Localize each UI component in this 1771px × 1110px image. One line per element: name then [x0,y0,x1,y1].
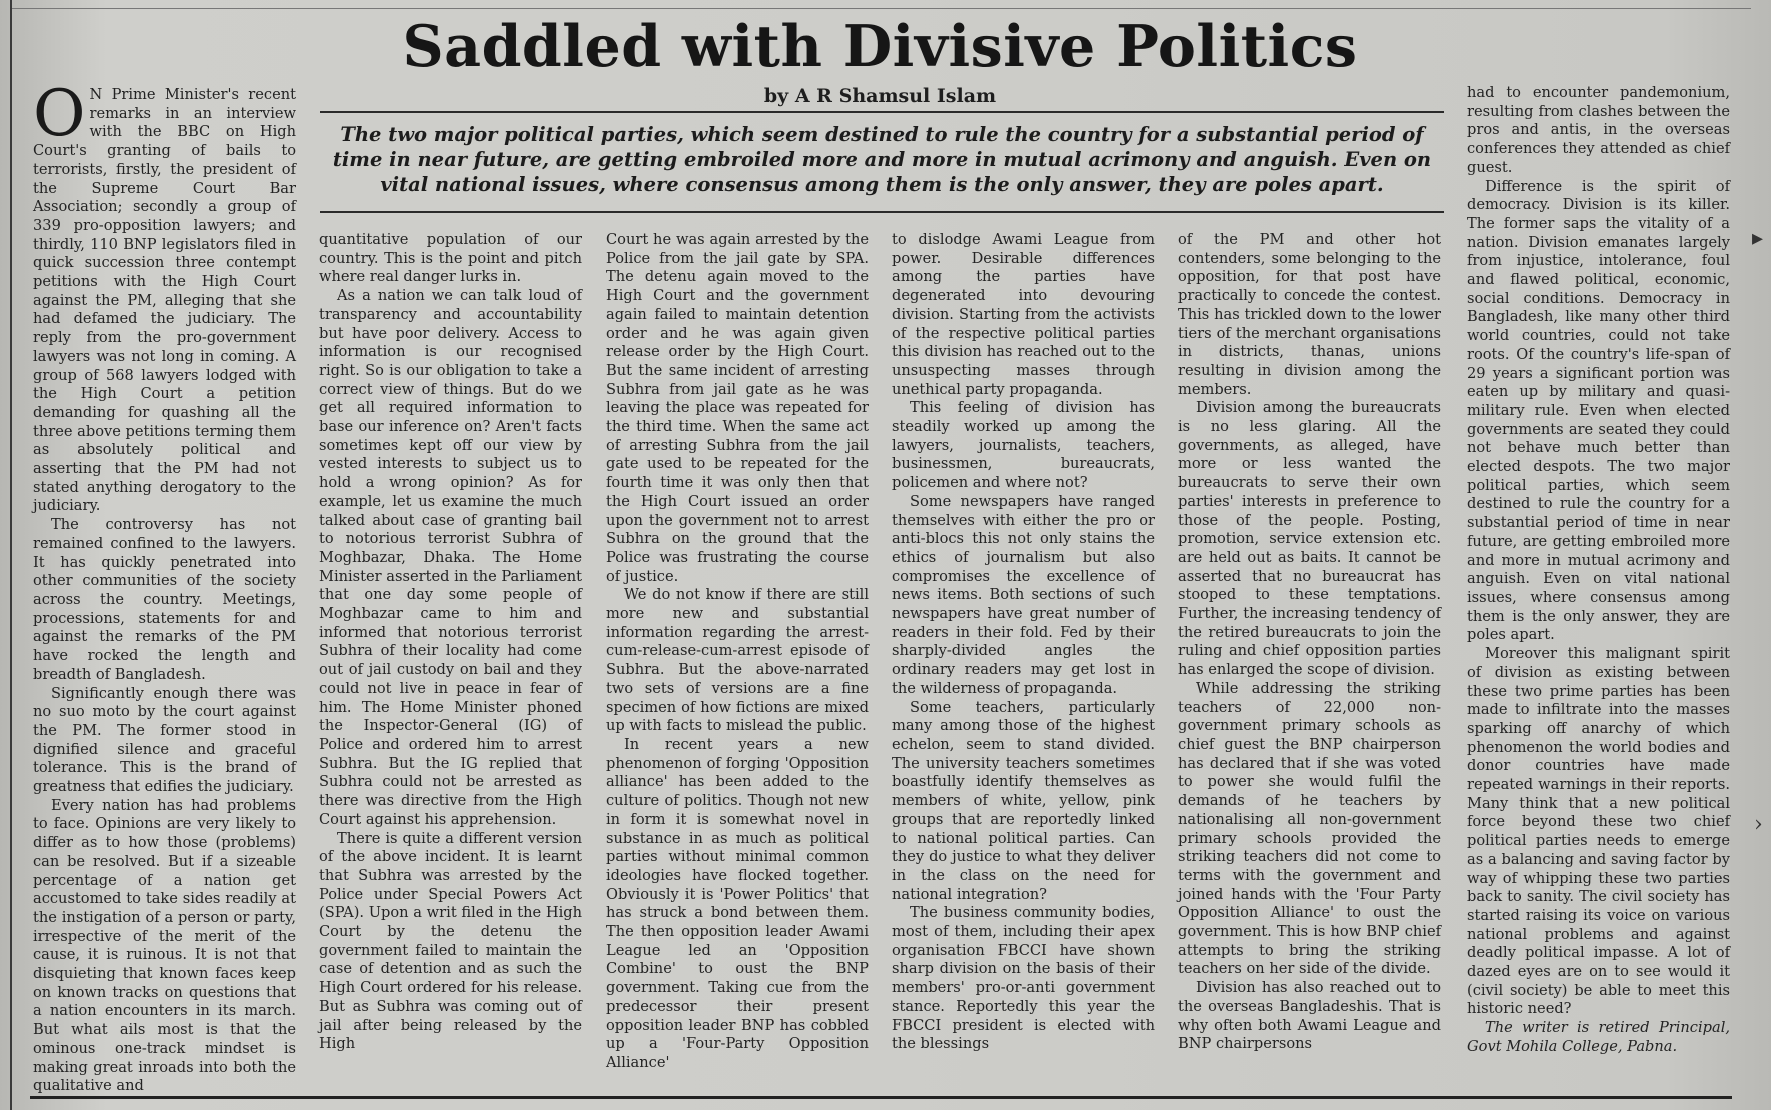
column-5-paragraph: Division among the bureaucrats is no less glaring. All the governments, as alleged, have more or less wanted the bureaucrats to serve their own parties' interests in preference to those of the people. Posting, promotion, service extension etc. are held out as baits. It cannot be asserted that no bureaucrat has stooped to these temptations. Further, the increasing tendency of the retired bureaucrats to join the ruling and chief opposition parties has enlarged the scope of division. [1178,399,1441,679]
column-5-paragraph: Division has also reached out to the overseas Bangladeshis. That is why often both Awami League and BNP chairpersons [1178,979,1441,1053]
column-2 [319,231,582,1054]
column-2-paragraph: As a nation we can talk loud of transparency and accountability but have poor delivery. Access to information is our recognised right. So is our obligation to take a correct view of things. But do we get all required information to base our inference on? Aren't facts sometimes kept off our view by vested interests to subject us to hold a wrong opinion? As for example, let us examine the much talked about case of granting bail to notorious terrorist Subhra of Moghbazar, Dhaka. The Home Minister asserted in the Parliament that one day some people of Moghbazar came to him and informed that notorious terrorist Subhra of their locality had come out of jail custody on bail and they could not live in peace in fear of him. The Home Minister phoned the Inspector-General (IG) of Police and ordered him to arrest Subhra. But the IG replied that Subhra could not be arrested as there was directive from the High Court against his apprehension. [319,287,582,828]
column-6 [1467,84,1730,1057]
column-5 [1178,231,1441,1054]
column-4-paragraph: This feeling of division has steadily worked up among the lawyers, journalists, teachers, businessmen, bureaucrats, policemen and where not? [892,399,1155,492]
column-3-paragraph: In recent years a new phenomenon of forging 'Opposition alliance' has been added to the culture of politics. Though not new in form it is somewhat novel in substance in as much as political parties without minimal common ideologies have flocked together. Obviously it is 'Power Politics' that has struck a bond between them. The then opposition leader Awami League led an 'Opposition Combine' to oust the BNP government. Taking cue from the predecessor their present opposition leader BNP has cobbled up a 'Four-Party Opposition Alliance' [606,735,869,1071]
column-5-paragraph: While addressing the striking teachers of 22,000 non-government primary schools as chief guest the BNP chairperson has declared that if she was voted to power she would fulfil the demands of he teachers by nationalising all non-government primary schools provided the striking teachers did not come to terms with the government and joined hands with the 'Four Party Opposition Alliance' to oust the government. This is how BNP chief attempts to bring the striking teachers on her side of the divide. [1178,679,1441,978]
column-4-paragraph: Some newspapers have ranged themselves with either the pro or anti-blocs this not only stains the ethics of journalism but also compromises the excellence of news items. Both sections of such newspapers have great number of readers in their fold. Fed by their sharply-divided angles the ordinary readers may get lost in the wilderness of propaganda. [892,492,1155,697]
author-note: The writer is retired Principal, Govt Mohila College, Pabna. [1467,1019,1730,1055]
margin-mark-icon: ▸ [1752,226,1764,251]
column-5-paragraph: of the PM and other hot contenders, some belonging to the opposition, for that post have practically to concede the contest. This has trickled down to the lower tiers of the merchant organisations in districts, thanas, unions resulting in division among the members. [1178,231,1441,398]
column-4 [892,231,1155,1054]
column-4-paragraph: Some teachers, particularly many among those of the highest echelon, seem to stand divided. The university teachers sometimes boastfully identify themselves as members of white, yellow, pink groups that are reportedly linked to national political parties. Can they do justice to what they deliver in the class on the need for national integration? [892,698,1155,903]
margin-mark-icon: › [1754,812,1763,837]
column-1-lead-text: N Prime Minister's recent remarks in an interview with the BBC on High Court's granting of bails to terrorists, firstly, the president of the Supreme Court Bar Association; secondly a group of 339 pro-opposition lawyers; and thirdly, 110 BNP legislators filed in quick succession three contempt petitions with the High Court against the PM, alleging that she had defamed the judiciary. The reply from the pro-government lawyers was not long in coming. A group of 568 lawyers lodged with the High Court a petition demanding for quashing all the three above petitions terming them as absolutely political and asserting that the PM had not stated anything derogatory to the judiciary. [33,86,296,515]
column-4-paragraph: to dislodge Awami League from power. Desirable differences among the parties have degenerated into devouring division. Starting from the activists of the respective political parties this division has reached out to the unsuspecting masses through unethical party propaganda. [892,231,1155,398]
bottom-rule [30,1096,1732,1099]
column-3-paragraph: We do not know if there are still more new and substantial information regarding the arrest-cum-release-cum-arrest episode of Subhra. But the above-narrated two sets of versions are a fine specimen of how fictions are mixed up with facts to mislead the public. [606,586,869,735]
column-4-paragraph: The business community bodies, most of them, including their apex organisation FBCCI have shown sharp division on the basis of their members' pro-or-anti government stance. Reportedly this year the FBCCI president is elected with the blessings [892,904,1155,1053]
column-6-paragraph: Difference is the spirit of democracy. Division is its killer. The former saps the vitality of a nation. Division emanates largely from injustice, intolerance, foul and flawed political, economic, social conditions. Democracy in Bangladesh, like many other third world countries, could not take roots. Of the country's life-span of 29 years a significant portion was eaten up by military and quasi-military rule. Even when elected governments are seated they could not behave much better than elected despots. The two major political parties, which seem destined to rule the country for a substantial period of time in near future, are getting embroiled more and more in mutual acrimony and anguish. Even on vital national issues, where consensus among them is the only answer, they are poles apart. [1467,177,1730,644]
column-1-paragraph: Significantly enough there was no suo moto by the court against the PM. The former stood in dignified silence and graceful tolerance. This is the brand of greatness that edifies the judiciary. [33,684,296,796]
column-1 [33,77,296,1096]
column-1-paragraph: The controversy has not remained confined to the lawyers. It has quickly penetrated into other communities of the society across the country. Meetings, processions, statements for and against the remarks of the PM have rocked the length and breadth of Bangladesh. [33,516,296,683]
article-byline: by A R Shamsul Islam [763,85,997,107]
column-6-paragraph: had to encounter pandemonium, resulting from clashes between the pros and antis, in the overseas conferences they attended as chief guest. [1467,84,1730,176]
article-headline: Saddled with Divisive Politics [402,13,1358,80]
column-3-paragraph: Court he was again arrested by the Police from the jail gate by SPA. The detenu again moved to the High Court and the government again failed to maintain detention order and he was again given release order by the High Court. But the same incident of arresting Subhra from jail gate as he was leaving the place was repeated for the third time. When the same act of arresting Subhra from the jail gate used to be repeated for the fourth time it was only then that the High Court issued an order upon the government not to arrest Subhra on the ground that the Police was frustrating the course of justice. [606,231,869,585]
column-1-paragraph [33,77,296,516]
column-2-paragraph: There is quite a different version of the above incident. It is learnt that Subhra was arrested by the Police under Special Powers Act (SPA). Upon a writ filed in the High Court by the detenu the government failed to maintain the case of detention and as such the High Court ordered for his release. But as Subhra was coming out of jail after being released by the High [319,829,582,1053]
deck-top-rule [320,111,1444,113]
column-3 [606,231,869,1073]
left-frame-line [10,0,12,1110]
drop-cap: O [33,77,86,151]
deck-bottom-rule [320,211,1444,213]
column-6-paragraph: Moreover this malignant spirit of division as existing between these two prime parties has been made to infiltrate into the masses sparking off anarchy of which phenomenon the world bodies and donor countries have made repeated warnings in their reports. Many think that a new political force beyond these two chief political parties needs to emerge as a balancing and saving factor by way of whipping these two parties back to sanity. The civil society has started raising its voice on various national problems and against deadly political impasse. A lot of dazed eyes are on to see would it (civil society) be able to meet this historic need? [1467,645,1730,1018]
column-2-paragraph: quantitative population of our country. This is the point and pitch where real danger lurks in. [319,231,582,286]
article-deck: The two major political parties, which seem destined to rule the country for a substantial period of time in near future, are getting embroiled more and more in mutual acrimony and anguish. Even on vital national issues, where consensus among them is the only answer, they are poles apart. [332,123,1432,196]
column-1-paragraph: Every nation has had problems to face. Opinions are very likely to differ as to how those (problems) can be resolved. But if a sizeable percentage of a nation get accustomed to take sides readily at the instigation of a person or party, irrespective of the merit of the cause, it is ruinous. It is not that disquieting that known faces keep on known tracks on questions that a nation encounters in its march. But what ails most is that the ominous one-track mindset is making great inroads into both the qualitative and [33,796,296,1095]
